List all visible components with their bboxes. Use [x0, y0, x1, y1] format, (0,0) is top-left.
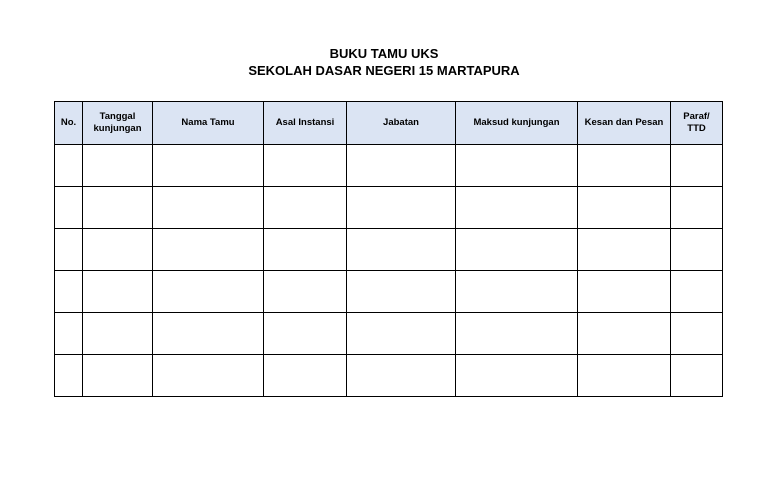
- table-cell[interactable]: [264, 313, 347, 355]
- table-cell[interactable]: [671, 355, 723, 397]
- table-cell[interactable]: [578, 229, 671, 271]
- guest-book-table: [54, 101, 723, 397]
- table-cell[interactable]: [83, 145, 153, 187]
- table-cell[interactable]: [347, 271, 456, 313]
- table-cell[interactable]: [55, 355, 83, 397]
- table-cell[interactable]: [671, 271, 723, 313]
- column-header-paraf: Paraf/ TTD: [671, 102, 723, 145]
- document-subtitle: SEKOLAH DASAR NEGERI 15 MARTAPURA: [248, 63, 520, 78]
- table-cell[interactable]: [264, 355, 347, 397]
- document-title-block: [0, 45, 768, 79]
- table-cell[interactable]: [347, 313, 456, 355]
- table-row: [55, 145, 723, 187]
- table-cell[interactable]: [456, 313, 578, 355]
- table-cell[interactable]: [578, 187, 671, 229]
- table-cell[interactable]: [264, 271, 347, 313]
- table-cell[interactable]: [671, 145, 723, 187]
- table-row: [55, 229, 723, 271]
- table-cell[interactable]: [55, 229, 83, 271]
- table-cell[interactable]: [55, 145, 83, 187]
- table-cell[interactable]: [456, 355, 578, 397]
- table-cell[interactable]: [153, 187, 264, 229]
- table-cell[interactable]: [55, 187, 83, 229]
- document-title: BUKU TAMU UKS: [329, 46, 439, 61]
- table-row: [55, 355, 723, 397]
- table-cell[interactable]: [83, 355, 153, 397]
- table-cell[interactable]: [578, 313, 671, 355]
- table-cell[interactable]: [671, 187, 723, 229]
- table-cell[interactable]: [153, 271, 264, 313]
- table-cell[interactable]: [347, 355, 456, 397]
- table-cell[interactable]: [264, 187, 347, 229]
- table-cell[interactable]: [264, 145, 347, 187]
- table-cell[interactable]: [83, 313, 153, 355]
- table-cell[interactable]: [347, 229, 456, 271]
- table-cell[interactable]: [83, 271, 153, 313]
- table-cell[interactable]: [83, 187, 153, 229]
- table-cell[interactable]: [347, 187, 456, 229]
- column-header-asal-instansi: Asal Instansi: [264, 102, 347, 145]
- table-cell[interactable]: [456, 187, 578, 229]
- table-cell[interactable]: [153, 229, 264, 271]
- table-cell[interactable]: [456, 271, 578, 313]
- table-cell[interactable]: [83, 229, 153, 271]
- table-cell[interactable]: [153, 355, 264, 397]
- column-header-maksud: Maksud kunjungan: [456, 102, 578, 145]
- table-cell[interactable]: [264, 229, 347, 271]
- table-cell[interactable]: [55, 313, 83, 355]
- column-header-no: No.: [55, 102, 83, 145]
- table-cell[interactable]: [456, 229, 578, 271]
- table-header-row: [55, 102, 723, 145]
- column-header-nama-tamu: Nama Tamu: [153, 102, 264, 145]
- table-cell[interactable]: [456, 145, 578, 187]
- table-cell[interactable]: [153, 145, 264, 187]
- table-cell[interactable]: [578, 271, 671, 313]
- table-cell[interactable]: [578, 145, 671, 187]
- table-cell[interactable]: [578, 355, 671, 397]
- table-row: [55, 187, 723, 229]
- table-cell[interactable]: [347, 145, 456, 187]
- table-cell[interactable]: [671, 229, 723, 271]
- table-cell[interactable]: [153, 313, 264, 355]
- table-cell[interactable]: [55, 271, 83, 313]
- table-row: [55, 271, 723, 313]
- table-row: [55, 313, 723, 355]
- column-header-tanggal: Tanggal kunjungan: [83, 102, 153, 145]
- table-cell[interactable]: [671, 313, 723, 355]
- column-header-kesan-pesan: Kesan dan Pesan: [578, 102, 671, 145]
- column-header-jabatan: Jabatan: [347, 102, 456, 145]
